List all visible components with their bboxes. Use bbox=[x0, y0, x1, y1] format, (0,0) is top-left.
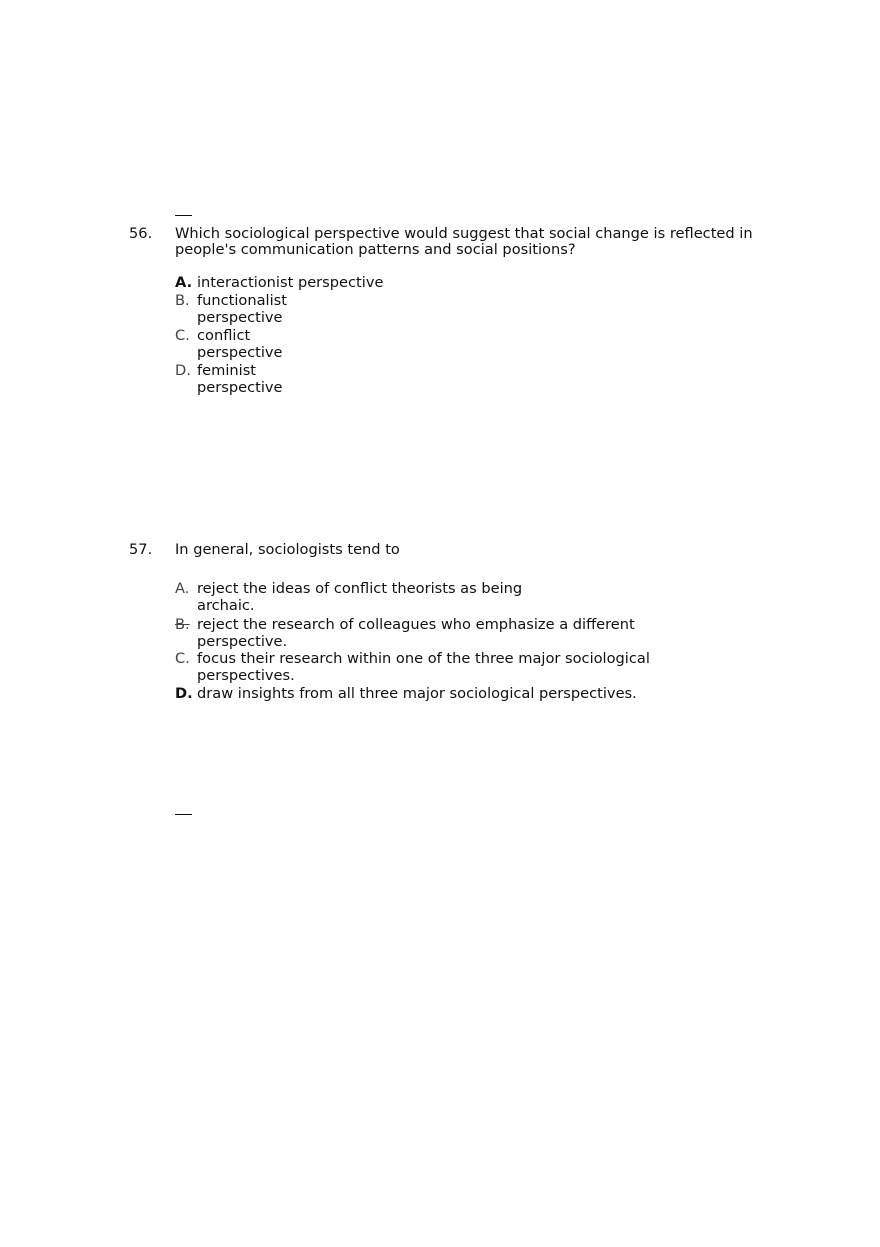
option-letter: D. bbox=[175, 685, 193, 702]
option-text: functionalist perspective bbox=[197, 292, 287, 326]
question-text: Which sociological perspective would suggest that social change is reflected in people's communication patterns and social positions? bbox=[175, 225, 753, 258]
option-letter: D. bbox=[175, 362, 191, 379]
option-letter: C. bbox=[175, 327, 190, 344]
option-text: feminist perspective bbox=[197, 362, 283, 396]
option-text: draw insights from all three major sociological perspectives. bbox=[197, 685, 637, 702]
option-letter: B. bbox=[175, 616, 190, 633]
option-letter: A. bbox=[175, 274, 193, 291]
answer-blank-rule-top bbox=[175, 215, 192, 216]
question-number: 57. bbox=[129, 541, 153, 558]
question-text: In general, sociologists tend to bbox=[175, 541, 400, 558]
option-text: focus their research within one of the three major sociological perspectives. bbox=[197, 650, 650, 684]
option-text: conflict perspective bbox=[197, 327, 283, 361]
option-text: reject the ideas of conflict theorists as being archaic. bbox=[197, 580, 523, 614]
answer-blank-rule-bottom bbox=[175, 814, 192, 815]
option-text: interactionist perspective bbox=[197, 274, 384, 291]
question-number: 56. bbox=[129, 225, 153, 242]
option-letter: B. bbox=[175, 292, 190, 309]
option-letter: A. bbox=[175, 580, 190, 597]
option-text: reject the research of colleagues who emphasize a different perspective. bbox=[197, 616, 635, 650]
option-letter: C. bbox=[175, 650, 190, 667]
